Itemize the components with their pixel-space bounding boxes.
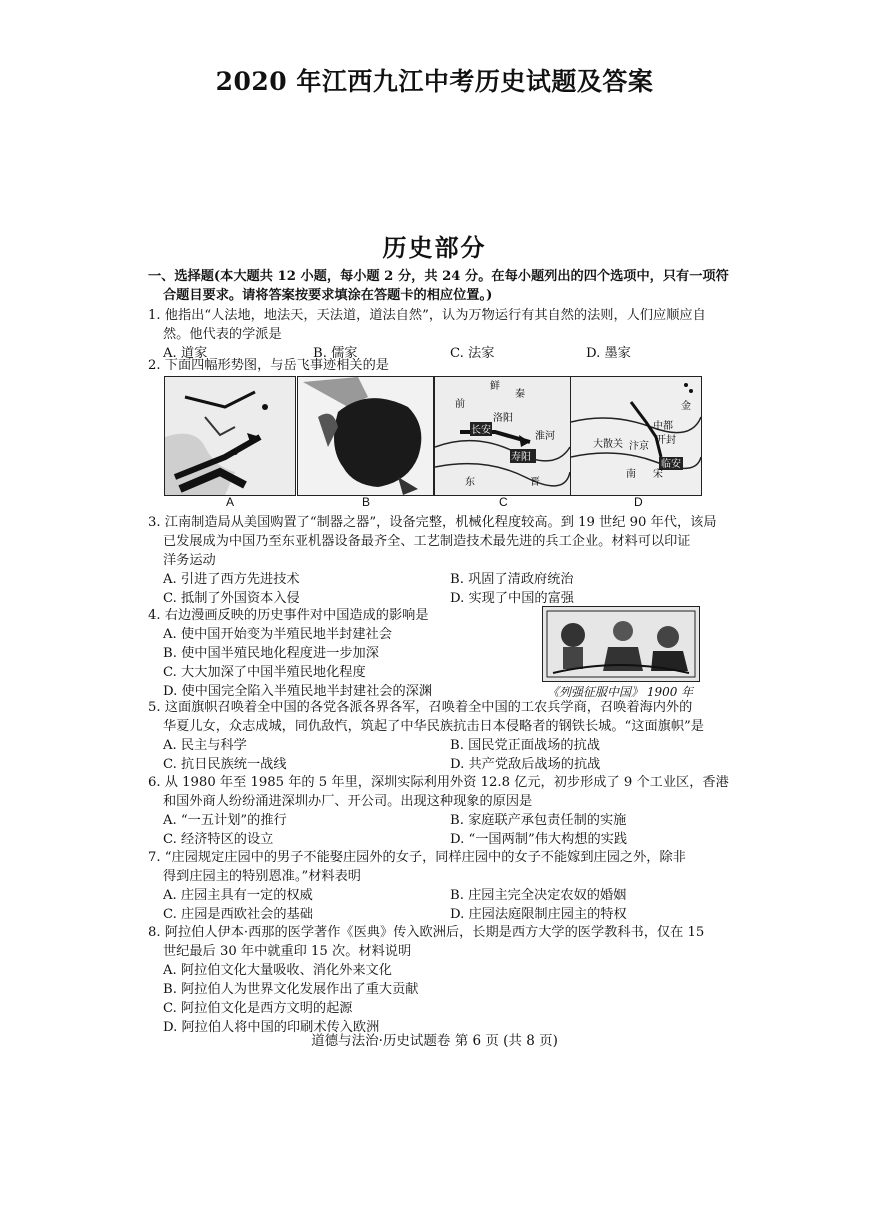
cartoon-image [542, 606, 700, 682]
q3-stem-line-3: 洋务运动 [163, 553, 216, 568]
map-d-text-8: 临安 [661, 459, 681, 470]
q2-stem: 2. 下面四幅形势图，与岳飞事迹相关的是 [148, 358, 389, 373]
q1-option-b: B. 儒家 [313, 346, 358, 361]
q3-option-d: D. 实现了中国的富强 [450, 591, 574, 606]
q6-option-b: B. 家庭联产承包责任制的实施 [450, 813, 627, 828]
cartoon-caption: 《列强征服中国》 1900 年 [547, 685, 694, 699]
q3-option-c: C. 抵制了外国资本入侵 [163, 591, 300, 606]
map-d-text-6: 南 [626, 469, 636, 480]
q5-option-a: A. 民主与科学 [163, 738, 247, 753]
map-d-text-3: 开封 [656, 435, 676, 446]
map-b [297, 376, 434, 496]
q3-option-b: B. 巩固了清政府统治 [450, 572, 574, 587]
q6-option-d: D. “一国两制”伟大构想的实践 [450, 832, 628, 847]
map-d-text-1: 金 [681, 401, 691, 412]
map-c-label: C [499, 495, 508, 509]
map-c-text-8: 东 [465, 477, 475, 488]
q6-stem-line-1: 6. 从 1980 年至 1985 年的 5 年里，深圳实际利用外资 12.8 亿元，初步形成了 9 个工业区，香港 [148, 775, 729, 790]
q4-option-c: C. 大大加深了中国半殖民地化程度 [163, 665, 366, 680]
q8-stem-line-2: 世纪最后 30 年中就重印 15 次。材料说明 [163, 944, 412, 959]
map-a-label: A [226, 495, 235, 509]
q7-option-b: B. 庄园主完全决定农奴的婚姻 [450, 888, 627, 903]
q8-option-a: A. 阿拉伯文化大量吸收、消化外来文化 [163, 963, 392, 978]
map-c [434, 376, 571, 496]
map-b-label: B [362, 495, 371, 509]
page-footer: 道德与法治·历史试题卷 第 6 页 (共 8 页) [311, 1033, 558, 1049]
map-c-text-7: 淮河 [535, 431, 555, 442]
q3-stem-line-1: 3. 江南制造局从美国购置了“制器之器”，设备完整，机械化程度较高。到 19 世纪 90 年代，该局 [148, 515, 717, 530]
instructions-line-2: 合题目要求。请将答案按要求填涂在答题卡的相应位置。) [163, 288, 493, 303]
q1-option-c: C. 法家 [450, 346, 495, 361]
q7-option-c: C. 庄园是西欧社会的基础 [163, 907, 313, 922]
q4-option-d: D. 使中国完全陷入半殖民地半封建社会的深渊 [163, 684, 433, 699]
map-c-text-9: 晋 [530, 477, 540, 488]
q4-option-b: B. 使中国半殖民地化程度进一步加深 [163, 646, 379, 661]
map-c-text-6: 寿阳 [511, 452, 531, 463]
q6-option-c: C. 经济特区的设立 [163, 832, 274, 847]
q5-stem-line-1: 5. 这面旗帜召唤着全中国的各党各派各界各军，召唤着全中国的工农兵学商，召唤着海内外的 [148, 700, 693, 715]
q7-stem-line-1: 7. “庄园规定庄园中的男子不能娶庄园外的女子，同样庄园中的女子不能嫁到庄园之外，除非 [148, 850, 686, 865]
q7-stem-line-2: 得到庄园主的特别恩准。”材料表明 [163, 869, 361, 884]
map-d-text-2: 中都 [653, 421, 673, 432]
section-title: 历史部分 [382, 233, 487, 262]
q4-option-a: A. 使中国开始变为半殖民地半封建社会 [163, 627, 392, 642]
q5-option-c: C. 抗日民族统一战线 [163, 757, 287, 772]
q1-stem-line-1: 1. 他指出“人法地，地法天，天法道，道法自然”，认为万物运行有其自然的法则，人们应顺应自 [148, 308, 706, 323]
q7-option-a: A. 庄园主具有一定的权威 [163, 888, 313, 903]
map-d-label: D [634, 495, 643, 509]
instructions-line-1: 一、选择题(本大题共 12 小题，每小题 2 分，共 24 分。在每小题列出的四个选项中，只有一项符 [148, 269, 729, 284]
q5-stem-line-2: 华夏儿女，众志成城，同仇敌忾，筑起了中华民族抗击日本侵略者的钢铁长城。“这面旗帜”是 [163, 719, 704, 734]
map-c-text-1: 鲜 [490, 381, 500, 392]
q8-option-d: D. 阿拉伯人将中国的印刷术传入欧洲 [163, 1020, 380, 1035]
page-title: 2020 年江西九江中考历史试题及答案 [215, 67, 654, 96]
q8-stem-line-1: 8. 阿拉伯人伊本·西那的医学著作《医典》传入欧洲后，长期是西方大学的医学教科书，仅在 15 [148, 925, 705, 940]
map-d-text-4: 大散关 [593, 439, 623, 450]
map-d-text-5: 汴京 [629, 441, 649, 452]
q5-option-b: B. 国民党正面战场的抗战 [450, 738, 600, 753]
map-c-text-4: 洛阳 [493, 413, 513, 424]
q1-option-a: A. 道家 [163, 346, 208, 361]
q6-option-a: A. “一五计划”的推行 [163, 813, 287, 828]
map-a [164, 376, 296, 496]
q1-stem-line-2: 然。他代表的学派是 [163, 327, 282, 342]
q8-option-c: C. 阿拉伯文化是西方文明的起源 [163, 1001, 353, 1016]
map-d-text-7: 宋 [653, 469, 663, 480]
q3-stem-line-2: 已发展成为中国乃至东亚机器设备最齐全、工艺制造技术最先进的兵工企业。材料可以印证 [163, 534, 691, 549]
map-c-text-2: 秦 [515, 389, 525, 400]
map-c-text-5: 长安 [471, 425, 491, 436]
q5-option-d: D. 共产党敌后战场的抗战 [450, 757, 601, 772]
q7-option-d: D. 庄园法庭限制庄园主的特权 [450, 907, 627, 922]
map-c-text-3: 前 [455, 399, 465, 410]
q4-stem: 4. 右边漫画反映的历史事件对中国造成的影响是 [148, 608, 429, 623]
q6-stem-line-2: 和国外商人纷纷涌进深圳办厂、开公司。出现这种现象的原因是 [163, 794, 533, 809]
q3-option-a: A. 引进了西方先进技术 [163, 572, 300, 587]
map-d [570, 376, 702, 496]
q1-option-d: D. 墨家 [586, 346, 631, 361]
q8-option-b: B. 阿拉伯人为世界文化发展作出了重大贡献 [163, 982, 419, 997]
